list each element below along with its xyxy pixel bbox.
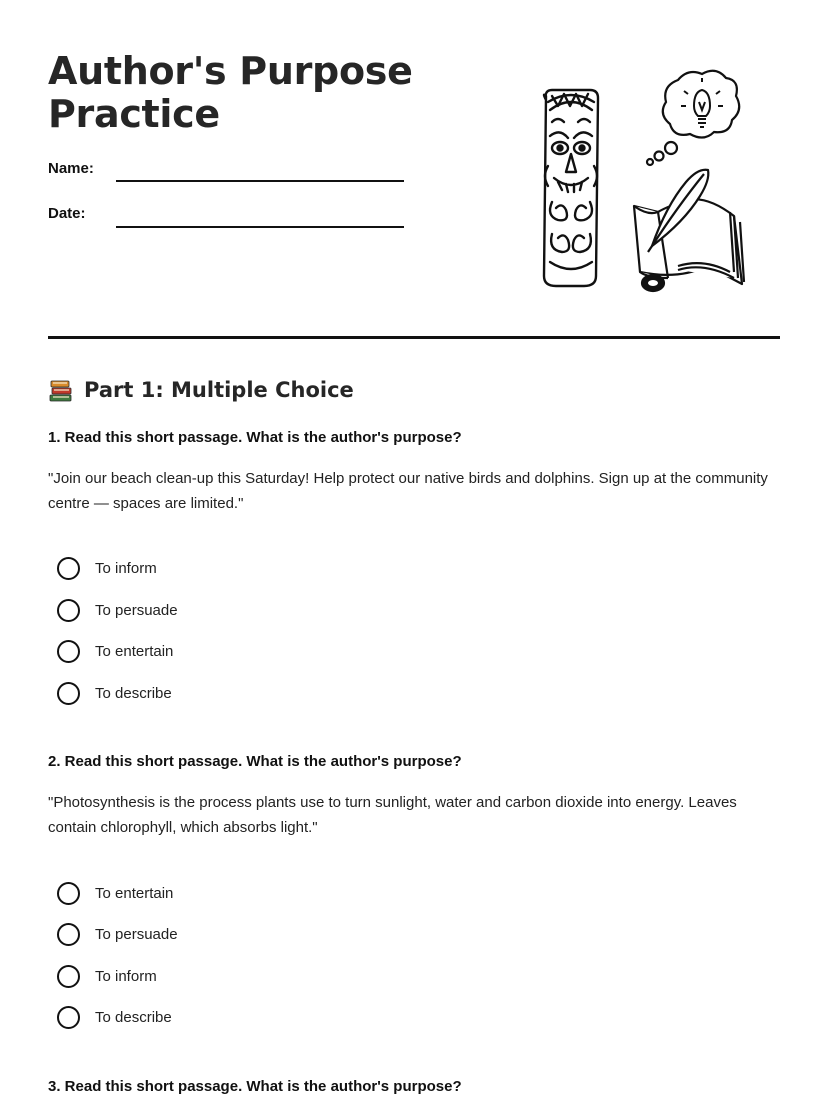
worksheet-title: Author's Purpose Practice [48, 49, 413, 136]
radio-button[interactable] [57, 882, 80, 905]
radio-button[interactable] [57, 557, 80, 580]
carved-pou-icon [544, 90, 598, 286]
option-label: To describe [95, 1008, 172, 1026]
part1-heading-text: Part 1: Multiple Choice [84, 378, 354, 402]
option-label: To inform [95, 559, 157, 577]
question-2-passage: "Photosynthesis is the process plants use to turn sunlight, water and carbon dioxide into energy. Leaves contain chlorophyll, which absorbs light." [48, 794, 737, 836]
question-1-title: 1. Read this short passage. What is the author's purpose? [48, 429, 462, 446]
name-field[interactable] [116, 180, 404, 182]
question-3-title: 3. Read this short passage. What is the author's purpose? [48, 1078, 462, 1095]
radio-button[interactable] [57, 1006, 80, 1029]
question-1-option-2[interactable] [57, 597, 178, 623]
name-label: Name: [48, 160, 94, 177]
radio-button[interactable] [57, 965, 80, 988]
option-label: To describe [95, 684, 172, 702]
option-label: To inform [95, 967, 157, 985]
radio-button[interactable] [57, 599, 80, 622]
books-icon [48, 377, 74, 403]
question-2-option-1[interactable] [57, 880, 173, 906]
option-label: To entertain [95, 642, 174, 660]
option-label: To persuade [95, 601, 178, 619]
date-field[interactable] [116, 226, 404, 228]
radio-button[interactable] [57, 923, 80, 946]
question-1-option-3[interactable] [57, 638, 173, 664]
question-1-option-4[interactable] [57, 680, 172, 706]
question-1-option-1[interactable] [57, 555, 157, 581]
radio-button[interactable] [57, 682, 80, 705]
header-divider [48, 336, 780, 339]
date-label: Date: [48, 205, 86, 222]
option-label: To persuade [95, 925, 178, 943]
question-1-passage: "Join our beach clean-up this Saturday! Help protect our native birds and dolphins. Sign up at the community centre — spaces are limited." [48, 470, 768, 512]
header-illustration [528, 66, 768, 302]
question-2-option-3[interactable] [57, 963, 157, 989]
radio-button[interactable] [57, 640, 80, 663]
question-2-option-4[interactable] [57, 1004, 172, 1030]
question-2-title: 2. Read this short passage. What is the author's purpose? [48, 753, 462, 770]
question-2-option-2[interactable] [57, 921, 178, 947]
thought-bubble-icon [647, 71, 739, 165]
option-label: To entertain [95, 884, 174, 902]
part1-heading [48, 374, 354, 406]
